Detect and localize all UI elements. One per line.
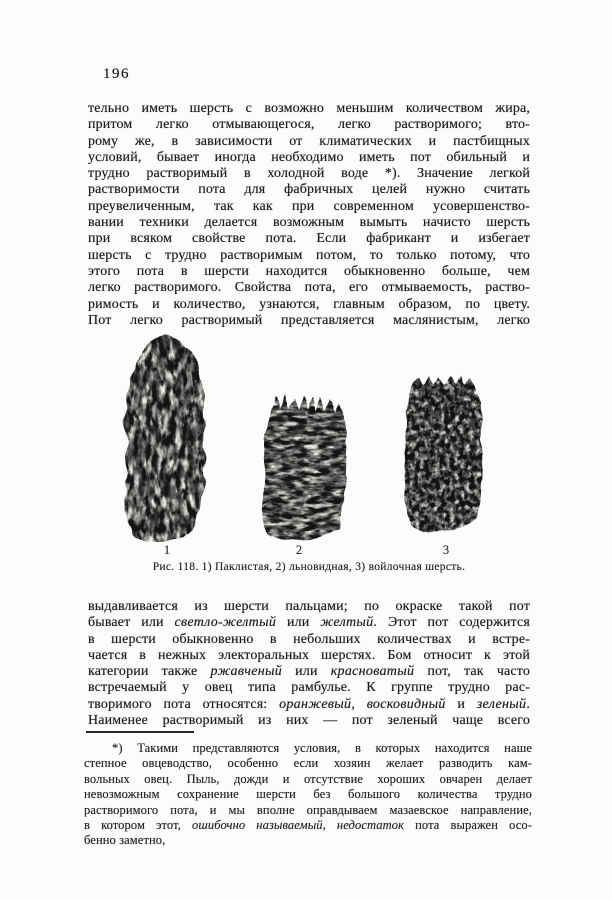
- text-line: выдавливается из шерсти пальцами; по окраске такой пот: [88, 599, 530, 614]
- text-line: вании техники делается возможным вымыть начисто шерсть: [88, 215, 530, 231]
- text-line: встречаемый у овец типа рамбулье. К группе трудно рас-: [88, 680, 530, 696]
- body-paragraph-bottom: [88, 599, 530, 729]
- footnote-line: растворимого пота, и мы вполне оправдываем мазаевское направление,: [84, 802, 532, 817]
- text-line: бывает или светло-желтый или желтый. Этот пот содержится: [88, 615, 530, 631]
- text-line: Наименее растворимый из них — пот зеленый чаще всего: [88, 713, 530, 729]
- footnote-line: в котором этот, ошибочно называемый, недостаток пота выражен осо-: [84, 818, 532, 833]
- figure-number-2: 2: [295, 543, 303, 557]
- text-line: растворимости пота для фабричных целей нужно считать: [88, 182, 530, 198]
- text-line: при всяком свойстве пота. Если фабрикант и избегает: [88, 231, 530, 247]
- footnote-line: невозможным сохранение шерсти без большого количества трудно: [84, 787, 532, 802]
- text-line: Пот легко растворимый представляется маслянистым, легко: [88, 312, 530, 328]
- text-line: преувеличенным, так как при современном усовершенство-: [88, 198, 530, 214]
- wool-sample-2: [258, 386, 354, 546]
- wool-sample-3: [400, 372, 488, 540]
- text-line: категории также ржавченый или красноватый пот, так часто: [88, 664, 530, 680]
- page-number: 196: [103, 66, 130, 82]
- figure-caption: Рис. 118. 1) Паклистая, 2) льновидная, 3) войлочная шерсть.: [152, 561, 466, 573]
- footnote-line: степное овцеводство, особенно если хозяин желает разводить кам-: [84, 756, 532, 771]
- text-line: шерсть с трудно растворимым потом, то только потому, что: [88, 247, 530, 263]
- text-line: творимого пота относятся: оранжевый, восковидный и зеленый.: [88, 696, 530, 712]
- text-line: условий, бывает иногда необходимо иметь пот обильный и: [88, 149, 530, 165]
- text-line: римость и количество, узнаются, главным образом, по цвету.: [88, 296, 530, 312]
- text-line: трудно растворимый в холодной воде *). Значение легкой: [88, 166, 530, 182]
- footnote-line: вольных овец. Пыль, дожди и отсутствие хороших овчарен делает: [84, 771, 532, 786]
- text-line: рому же, в зависимости от климатических и пастбищных: [88, 133, 530, 149]
- text-line: чается в нежных электоральных шерстях. Бом относит к этой: [88, 647, 530, 663]
- figure-number-1: 1: [163, 543, 171, 557]
- text-line: тельно иметь шерсть с возможно меньшим количеством жира,: [88, 101, 530, 116]
- footnote-line: *) Такими представляются условия, в которых находится наше: [112, 741, 532, 755]
- text-line: притом легко отмывающегося, легко растворимого; вто-: [88, 117, 530, 133]
- body-paragraph-top: [88, 101, 530, 329]
- figure-number-3: 3: [442, 543, 450, 557]
- text-line: этого пота в шерсти находится обыкновенно больше, чем: [88, 263, 530, 279]
- footnote-line: бенно заметно,: [84, 833, 166, 848]
- wool-sample-1: [117, 334, 215, 546]
- text-line: легко растворимого. Свойства пота, его отмываемость, раство-: [88, 280, 530, 296]
- text-line: в шерсти обыкновенно в небольших количествах и встре-: [88, 631, 530, 647]
- footnote: [84, 741, 532, 849]
- footnote-divider: [86, 731, 194, 733]
